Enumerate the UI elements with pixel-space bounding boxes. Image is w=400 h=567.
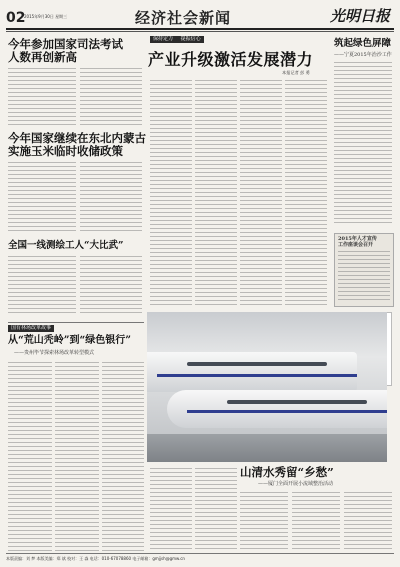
kicker-right: 提振信心 [180, 36, 201, 42]
side-box [334, 233, 394, 307]
column-kicker: 国有林场改革故事 [8, 325, 54, 332]
article-body-text [334, 62, 392, 225]
article-body-text [8, 162, 76, 234]
page-number: 02 [6, 10, 26, 26]
article-body-text [150, 468, 192, 552]
lead-kicker [150, 36, 204, 43]
masthead-rule [6, 28, 394, 30]
kicker-left: 保持定力 [153, 36, 174, 42]
article-body-text [55, 362, 99, 552]
article-body-text [292, 492, 340, 552]
title-line: 人数再创新高 [8, 50, 77, 64]
article-subtitle-forest: ——贵州毕节探索林场改革转型模式 [14, 350, 95, 356]
lead-byline: 本报记者 彭 勇 [282, 70, 310, 75]
article-title-corn-storage [8, 132, 148, 158]
article-body-text [240, 80, 282, 305]
title-line: 今年参加国家司法考试 [8, 37, 123, 51]
article-subtitle-nostalgia: ——厦门全面开展小流域整治活动 [258, 481, 334, 487]
article-title-green-barrier: 筑起绿色屏障 [334, 38, 392, 49]
footer-credits: 本版责编：刘 梦 本版美编：郑 斌 校对：王 淼 电话：010-67078860 电子邮箱：gmjjsh@gmw.cn [6, 556, 185, 561]
newspaper-logo: 光明日报 [329, 7, 390, 25]
article-body-text [344, 492, 392, 552]
article-body-text [8, 362, 52, 552]
box-title-line2: 工作座谈会召开 [338, 242, 374, 248]
article-body-text [285, 80, 327, 305]
article-title-judicial-exam [8, 38, 138, 64]
section-title: 经济社会新闻 [135, 9, 232, 27]
article-title-surveying: 全国一线测绘工人“大比武” [8, 240, 124, 251]
article-title-forest: 从“荒山秃岭”到“绿色银行” [8, 335, 132, 346]
lead-title: 产业升级激活发展潜力 [148, 50, 314, 69]
article-subtitle-green-barrier: ——宁夏2015年治沙工作 [334, 52, 392, 58]
footer-rule [6, 553, 394, 554]
article-body-text [102, 362, 144, 552]
date-line: 2015年9月30日 星期三 [24, 14, 68, 19]
article-title-nostalgia: 山清水秀留“乡愁” [240, 465, 334, 479]
article-body-text [80, 162, 142, 234]
article-body-text [195, 80, 237, 305]
title-line: 实施玉米临时收储政策 [8, 144, 123, 158]
box-body-text [338, 251, 390, 302]
news-photo-train [147, 312, 387, 462]
box-title-line1: 2015年人才宣传 [338, 236, 377, 242]
article-body-text [8, 256, 76, 316]
article-body-text [150, 80, 192, 305]
article-body-text [195, 468, 237, 552]
article-body-text [8, 68, 76, 128]
title-line: 今年国家继续在东北内蒙古 [8, 131, 146, 145]
article-body-text [80, 256, 142, 316]
divider [8, 322, 144, 323]
masthead-rule-thin [6, 31, 394, 32]
article-body-text [80, 68, 142, 128]
article-body-text [240, 492, 288, 552]
